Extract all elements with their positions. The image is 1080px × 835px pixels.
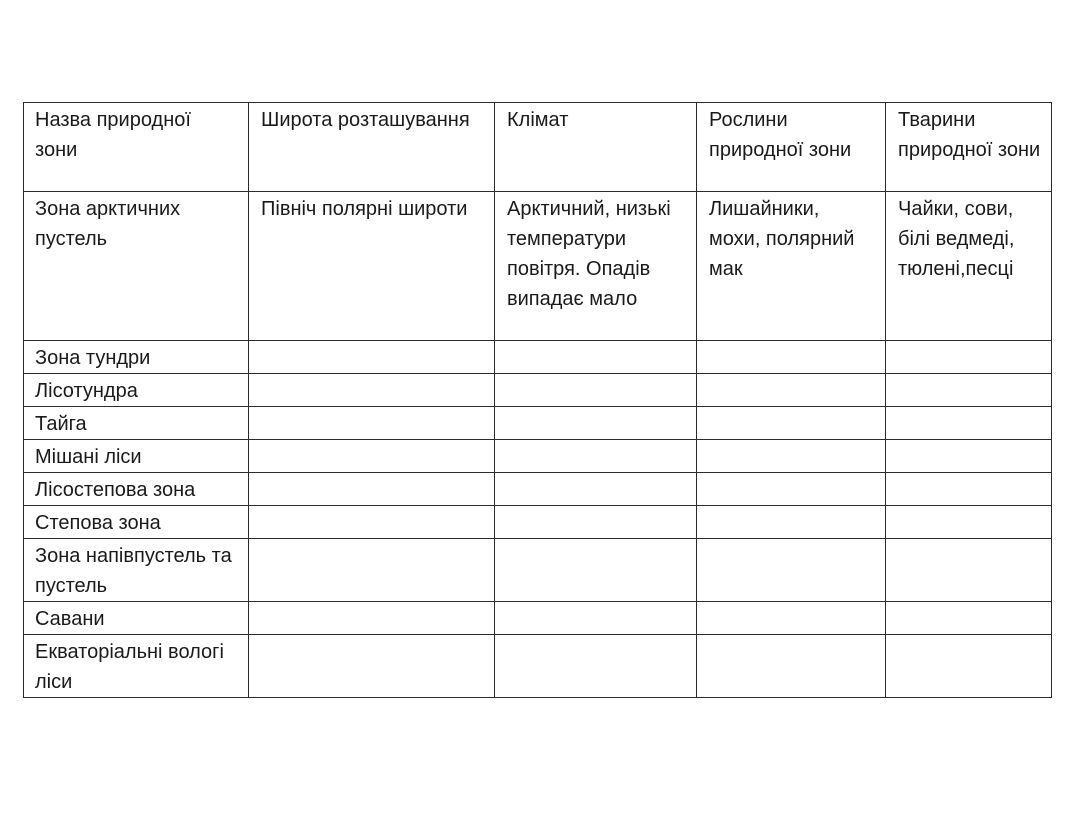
zone-name-cell: Савани <box>24 602 249 635</box>
header-latitude: Широта розташування <box>249 103 495 192</box>
table-header-row <box>24 103 1052 192</box>
table-row <box>24 192 1052 341</box>
latitude-cell[interactable] <box>249 374 495 407</box>
animals-cell[interactable] <box>886 341 1052 374</box>
animals-cell[interactable] <box>886 539 1052 602</box>
table-row <box>24 374 1052 407</box>
climate-cell[interactable] <box>495 341 697 374</box>
table-row <box>24 506 1052 539</box>
zone-name-cell: Степова зона <box>24 506 249 539</box>
plants-cell[interactable] <box>697 374 886 407</box>
latitude-cell[interactable] <box>249 440 495 473</box>
zone-name-cell: Зона тундри <box>24 341 249 374</box>
animals-cell[interactable] <box>886 374 1052 407</box>
animals-cell[interactable] <box>886 407 1052 440</box>
zone-name-cell: Тайга <box>24 407 249 440</box>
plants-cell[interactable] <box>697 635 886 698</box>
table-row <box>24 407 1052 440</box>
table-row <box>24 602 1052 635</box>
plants-cell[interactable] <box>697 602 886 635</box>
animals-cell[interactable] <box>886 602 1052 635</box>
table-row <box>24 635 1052 698</box>
animals-cell[interactable] <box>886 473 1052 506</box>
plants-cell[interactable] <box>697 506 886 539</box>
header-zone-name: Назва природної зони <box>24 103 249 192</box>
plants-cell: Лишайники, мохи, полярний мак <box>697 192 886 341</box>
climate-cell[interactable] <box>495 635 697 698</box>
plants-cell[interactable] <box>697 407 886 440</box>
zone-name-cell: Лісотундра <box>24 374 249 407</box>
climate-cell: Арктичний, низькі температури повітря. Опадів випадає мало <box>495 192 697 341</box>
header-plants: Рослини природної зони <box>697 103 886 192</box>
zone-name-cell: Лісостепова зона <box>24 473 249 506</box>
header-animals: Тварини природної зони <box>886 103 1052 192</box>
zone-name-cell: Мішані ліси <box>24 440 249 473</box>
animals-cell[interactable] <box>886 440 1052 473</box>
header-climate: Клімат <box>495 103 697 192</box>
latitude-cell: Північ полярні широти <box>249 192 495 341</box>
climate-cell[interactable] <box>495 506 697 539</box>
latitude-cell[interactable] <box>249 635 495 698</box>
plants-cell[interactable] <box>697 539 886 602</box>
climate-cell[interactable] <box>495 539 697 602</box>
table-row <box>24 539 1052 602</box>
latitude-cell[interactable] <box>249 407 495 440</box>
zone-name-cell: Зона арктичних пустель <box>24 192 249 341</box>
latitude-cell[interactable] <box>249 602 495 635</box>
animals-cell[interactable] <box>886 635 1052 698</box>
natural-zones-table <box>23 102 1052 698</box>
climate-cell[interactable] <box>495 407 697 440</box>
latitude-cell[interactable] <box>249 473 495 506</box>
plants-cell[interactable] <box>697 341 886 374</box>
climate-cell[interactable] <box>495 473 697 506</box>
zone-name-cell: Екваторіальні вологі ліси <box>24 635 249 698</box>
animals-cell[interactable] <box>886 506 1052 539</box>
climate-cell[interactable] <box>495 602 697 635</box>
climate-cell[interactable] <box>495 440 697 473</box>
table-row <box>24 440 1052 473</box>
animals-cell: Чайки, сови, білі ведмеді, тюлені,песці <box>886 192 1052 341</box>
latitude-cell[interactable] <box>249 506 495 539</box>
table-row <box>24 473 1052 506</box>
plants-cell[interactable] <box>697 473 886 506</box>
climate-cell[interactable] <box>495 374 697 407</box>
table-row <box>24 341 1052 374</box>
latitude-cell[interactable] <box>249 539 495 602</box>
zone-name-cell: Зона напівпустель та пустель <box>24 539 249 602</box>
plants-cell[interactable] <box>697 440 886 473</box>
latitude-cell[interactable] <box>249 341 495 374</box>
